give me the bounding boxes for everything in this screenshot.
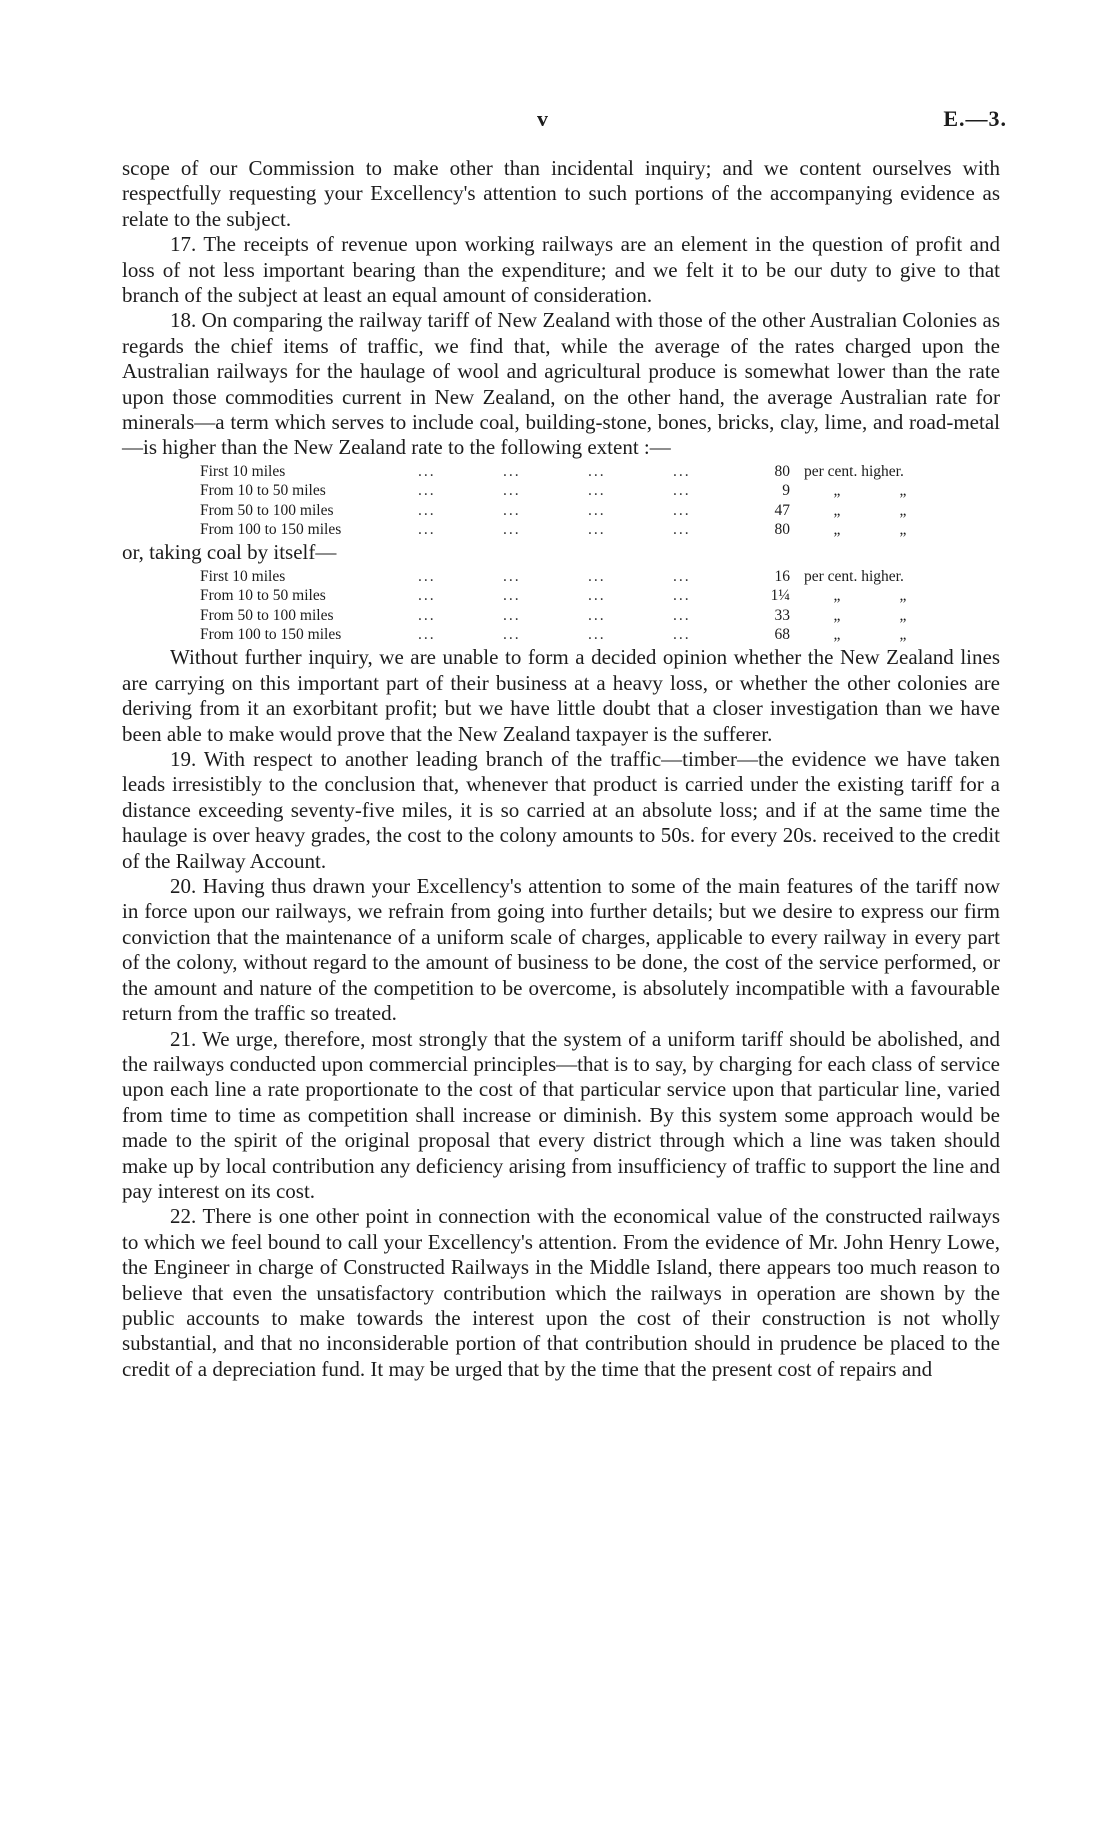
ditto-marks: „ „ bbox=[833, 606, 907, 624]
leader-dots: ... ... ... ... bbox=[418, 567, 691, 585]
paragraph-continued: scope of our Commission to make other than incidental inquiry; and we content ourselves with respectfully requesting your Excellency's attention to such portions of the accompanying evidence as relate to the subject. bbox=[122, 156, 1000, 231]
ditto-marks: „ „ bbox=[833, 626, 907, 644]
ditto-marks: „ „ bbox=[833, 587, 907, 605]
distance-label: First 10 miles bbox=[200, 462, 286, 480]
coal-rate-table bbox=[200, 567, 1000, 645]
table-row bbox=[200, 625, 1000, 644]
distance-label: From 10 to 50 miles bbox=[200, 587, 326, 605]
ditto-marks: „ „ bbox=[833, 521, 907, 539]
table-row bbox=[200, 520, 1000, 539]
paragraph-21: 21. We urge, therefore, most strongly that the system of a uniform tariff should be abolished, and the railways conducted upon commercial principles—that is to say, by charging for each class of service upon each line a rate proportionate to the cost of that particular service upon that particular line, varied from time to time as competition shall increase or diminish. By this system some approach would be made to the spirit of the original proposal that every district through which a line was taken should make up by local contribution any deficiency arising from insufficiency of traffic to support the line and pay interest on its cost. bbox=[122, 1026, 1000, 1203]
table-row bbox=[200, 481, 1000, 500]
leader-dots: ... ... ... ... bbox=[418, 521, 691, 539]
paragraph-18-continued: Without further inquiry, we are unable to form a decided opinion whether the New Zealand lines are carrying on this important part of their business at a heavy loss, or whether the other colonies are deriving from it an exorbitant profit; but we have little doubt that a closer investigation than we have been able to make would prove that the New Zealand taxpayer is the sufferer. bbox=[122, 645, 1000, 746]
table-row bbox=[200, 606, 1000, 625]
leader-dots: ... ... ... ... bbox=[418, 462, 691, 480]
rate-value: 80 bbox=[774, 462, 790, 480]
page-number: v bbox=[537, 106, 549, 131]
rate-unit: per cent. higher. bbox=[804, 567, 904, 585]
paragraph-17: 17. The receipts of revenue upon working railways are an element in the question of profit and loss of not less important bearing than the expenditure; and we felt it to be our duty to give to that branch of the subject at least an equal amount of consideration. bbox=[122, 232, 1000, 308]
leader-dots: ... ... ... ... bbox=[418, 501, 691, 519]
table-row bbox=[200, 586, 1000, 605]
rate-value: 16 bbox=[774, 567, 790, 585]
minerals-rate-table bbox=[200, 462, 1000, 540]
distance-label: First 10 miles bbox=[200, 567, 286, 585]
rate-value: 47 bbox=[774, 501, 790, 519]
rate-value: 1¼ bbox=[770, 587, 790, 605]
leader-dots: ... ... ... ... bbox=[418, 606, 691, 624]
coal-intro: or, taking coal by itself— bbox=[122, 540, 337, 565]
report-body bbox=[122, 156, 1000, 1382]
table-row bbox=[200, 567, 1000, 586]
leader-dots: ... ... ... ... bbox=[418, 626, 691, 644]
table-row bbox=[200, 462, 1000, 481]
rate-value: 33 bbox=[774, 606, 790, 624]
rate-unit: per cent. higher. bbox=[804, 462, 904, 480]
distance-label: From 100 to 150 miles bbox=[200, 626, 342, 644]
leader-dots: ... ... ... ... bbox=[418, 587, 691, 605]
distance-label: From 100 to 150 miles bbox=[200, 521, 342, 539]
paragraph-22: 22. There is one other point in connection with the economical value of the constructed railways to which we feel bound to call your Excellency's attention. From the evidence of Mr. John Henry Lowe, the Engineer in charge of Constructed Railways in the Middle Island, there appears too much reason to believe that even the unsatisfactory contribution which the railways in operation are shown by the public accounts to make towards the interest upon the cost of their construction is not wholly substantial, and that no inconsiderable portion of that contribution should in prudence be placed to the credit of a depreciation fund. It may be urged that by the time that the present cost of repairs and bbox=[122, 1204, 1000, 1381]
paragraph-19: 19. With respect to another leading branch of the traffic—timber—the evidence we have taken leads irresistibly to the conclusion that, whenever that product is carried under the existing tariff for a distance exceeding seventy-five miles, it is so carried at an absolute loss; and if at the same time the haulage is over heavy grades, the cost to the colony amounts to 50s. for every 20s. received to the credit of the Railway Account. bbox=[122, 747, 1000, 873]
distance-label: From 50 to 100 miles bbox=[200, 606, 334, 624]
distance-label: From 50 to 100 miles bbox=[200, 501, 334, 519]
distance-label: From 10 to 50 miles bbox=[200, 482, 326, 500]
paragraph-20: 20. Having thus drawn your Excellency's attention to some of the main features of the tariff now in force upon our railways, we refrain from going into further details; but we desire to express our firm conviction that the maintenance of a uniform scale of charges, applicable to every railway in every part of the colony, without regard to the amount of business to be done, the cost of the service performed, or the amount and nature of the competition to be overcome, is absolutely incompatible with a favourable return from the traffic so treated. bbox=[122, 874, 1000, 1026]
leader-dots: ... ... ... ... bbox=[418, 482, 691, 500]
table-row bbox=[200, 501, 1000, 520]
rate-value: 68 bbox=[774, 626, 790, 644]
rate-value: 9 bbox=[782, 482, 790, 500]
rate-value: 80 bbox=[774, 521, 790, 539]
ditto-marks: „ „ bbox=[833, 501, 907, 519]
ditto-marks: „ „ bbox=[833, 482, 907, 500]
document-reference: E.—3. bbox=[943, 106, 1007, 131]
paragraph-18: 18. On comparing the railway tariff of New Zealand with those of the other Australian Colonies as regards the chief items of traffic, we find that, while the average of the rates charged upon the Australian railways for the haulage of wool and agricultural produce is somewhat lower than the rate upon those commodities current in New Zealand, on the other hand, the average Australian rate for minerals—a term which serves to include coal, building-stone, bones, bricks, clay, lime, and road-metal—is higher than the New Zealand rate to the following extent :— bbox=[122, 308, 1000, 460]
